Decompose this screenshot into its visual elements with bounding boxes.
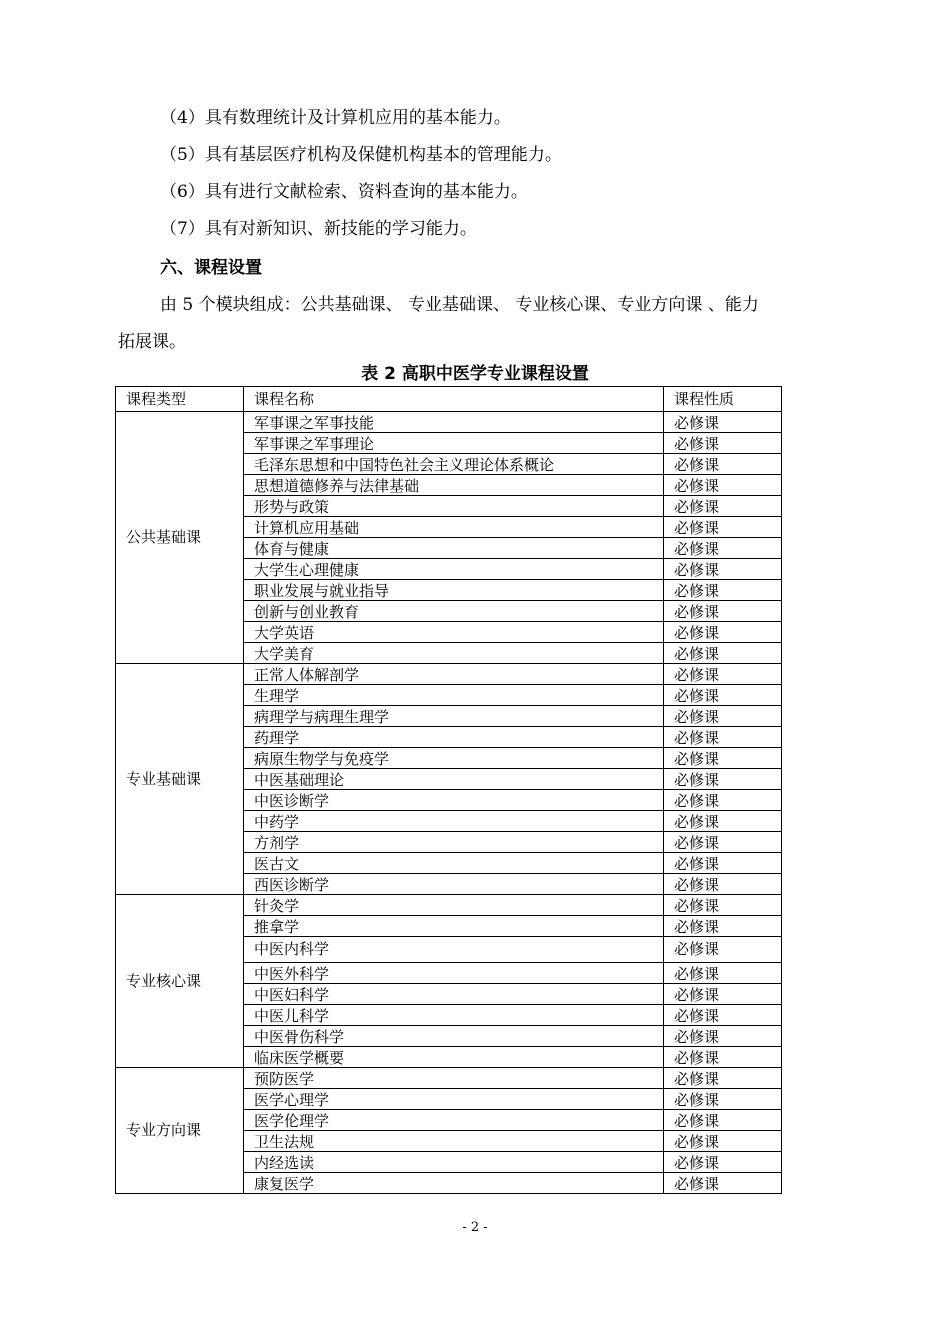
course-nature: 必修课: [664, 475, 782, 496]
course-name: 内经选读: [244, 1152, 664, 1173]
course-name: 康复医学: [244, 1173, 664, 1194]
course-name: 病原生物学与免疫学: [244, 748, 664, 769]
course-nature: 必修课: [664, 538, 782, 559]
table-row: [116, 412, 782, 433]
ability-item-5: （5）具有基层医疗机构及保健机构基本的管理能力。: [160, 145, 562, 165]
course-name: 医学心理学: [244, 1089, 664, 1110]
course-nature: 必修课: [664, 874, 782, 895]
course-nature: 必修课: [664, 1173, 782, 1194]
course-nature: 必修课: [664, 790, 782, 811]
course-name: 大学英语: [244, 622, 664, 643]
course-name: 军事课之军事技能: [244, 412, 664, 433]
course-name: 中医内科学: [244, 937, 664, 963]
course-nature: 必修课: [664, 1110, 782, 1131]
course-nature: 必修课: [664, 1131, 782, 1152]
course-name: 中医诊断学: [244, 790, 664, 811]
course-nature: 必修课: [664, 685, 782, 706]
course-table: [115, 386, 782, 1194]
course-name: 正常人体解剖学: [244, 664, 664, 685]
course-nature: 必修课: [664, 643, 782, 664]
course-name: 临床医学概要: [244, 1047, 664, 1068]
header-course-name: 课程名称: [244, 387, 664, 412]
course-nature: 必修课: [664, 601, 782, 622]
header-course-nature: 课程性质: [664, 387, 782, 412]
course-nature: 必修课: [664, 748, 782, 769]
course-name: 体育与健康: [244, 538, 664, 559]
course-nature: 必修课: [664, 1047, 782, 1068]
course-name: 推拿学: [244, 916, 664, 937]
course-nature: 必修课: [664, 412, 782, 433]
course-nature: 必修课: [664, 853, 782, 874]
table-body: [116, 412, 782, 1194]
course-nature: 必修课: [664, 937, 782, 963]
course-name: 方剂学: [244, 832, 664, 853]
ability-item-7: （7）具有对新知识、新技能的学习能力。: [160, 219, 477, 239]
course-name: 计算机应用基础: [244, 517, 664, 538]
course-nature: 必修课: [664, 433, 782, 454]
course-category: 专业方向课: [116, 1068, 244, 1194]
course-name: 针灸学: [244, 895, 664, 916]
course-nature: 必修课: [664, 832, 782, 853]
ability-item-6: （6）具有进行文献检索、资料查询的基本能力。: [160, 182, 528, 202]
course-nature: 必修课: [664, 1068, 782, 1089]
course-name: 中医妇科学: [244, 984, 664, 1005]
course-name: 毛泽东思想和中国特色社会主义理论体系概论: [244, 454, 664, 475]
course-nature: 必修课: [664, 706, 782, 727]
course-name: 卫生法规: [244, 1131, 664, 1152]
course-nature: 必修课: [664, 895, 782, 916]
page-number: - 2 -: [462, 1220, 488, 1235]
course-name: 大学生心理健康: [244, 559, 664, 580]
course-name: 军事课之军事理论: [244, 433, 664, 454]
course-nature: 必修课: [664, 1089, 782, 1110]
course-name: 药理学: [244, 727, 664, 748]
course-category: 专业基础课: [116, 664, 244, 895]
table-header-row: [116, 387, 782, 412]
course-name: 病理学与病理生理学: [244, 706, 664, 727]
course-nature: 必修课: [664, 769, 782, 790]
course-name: 大学美育: [244, 643, 664, 664]
intro-line-2: 拓展课。: [118, 332, 186, 352]
course-nature: 必修课: [664, 559, 782, 580]
course-nature: 必修课: [664, 727, 782, 748]
table-caption: 表 2 高职中医学专业课程设置: [361, 364, 589, 384]
course-name: 生理学: [244, 685, 664, 706]
course-name: 中医儿科学: [244, 1005, 664, 1026]
table-row: [116, 1068, 782, 1089]
course-nature: 必修课: [664, 496, 782, 517]
course-name: 西医诊断学: [244, 874, 664, 895]
course-name: 中医外科学: [244, 963, 664, 984]
table-row: [116, 664, 782, 685]
course-name: 中医骨伤科学: [244, 1026, 664, 1047]
course-nature: 必修课: [664, 1005, 782, 1026]
course-nature: 必修课: [664, 517, 782, 538]
course-name: 中医基础理论: [244, 769, 664, 790]
course-nature: 必修课: [664, 984, 782, 1005]
course-nature: 必修课: [664, 963, 782, 984]
course-name: 形势与政策: [244, 496, 664, 517]
course-name: 预防医学: [244, 1068, 664, 1089]
course-name: 医学伦理学: [244, 1110, 664, 1131]
course-nature: 必修课: [664, 1026, 782, 1047]
course-name: 中药学: [244, 811, 664, 832]
course-nature: 必修课: [664, 622, 782, 643]
ability-item-4: （4）具有数理统计及计算机应用的基本能力。: [160, 108, 511, 128]
course-category: 专业核心课: [116, 895, 244, 1068]
course-nature: 必修课: [664, 916, 782, 937]
course-nature: 必修课: [664, 454, 782, 475]
course-name: 创新与创业教育: [244, 601, 664, 622]
course-name: 职业发展与就业指导: [244, 580, 664, 601]
table-row: [116, 895, 782, 916]
course-name: 思想道德修养与法律基础: [244, 475, 664, 496]
course-nature: 必修课: [664, 580, 782, 601]
course-nature: 必修课: [664, 1152, 782, 1173]
course-nature: 必修课: [664, 811, 782, 832]
intro-line-1: 由 5 个模块组成：公共基础课、 专业基础课、 专业核心课、专业方向课 、能力: [160, 295, 759, 315]
header-course-type: 课程类型: [116, 387, 244, 412]
course-category: 公共基础课: [116, 412, 244, 664]
section-heading: 六、课程设置: [160, 258, 262, 278]
course-nature: 必修课: [664, 664, 782, 685]
course-name: 医古文: [244, 853, 664, 874]
